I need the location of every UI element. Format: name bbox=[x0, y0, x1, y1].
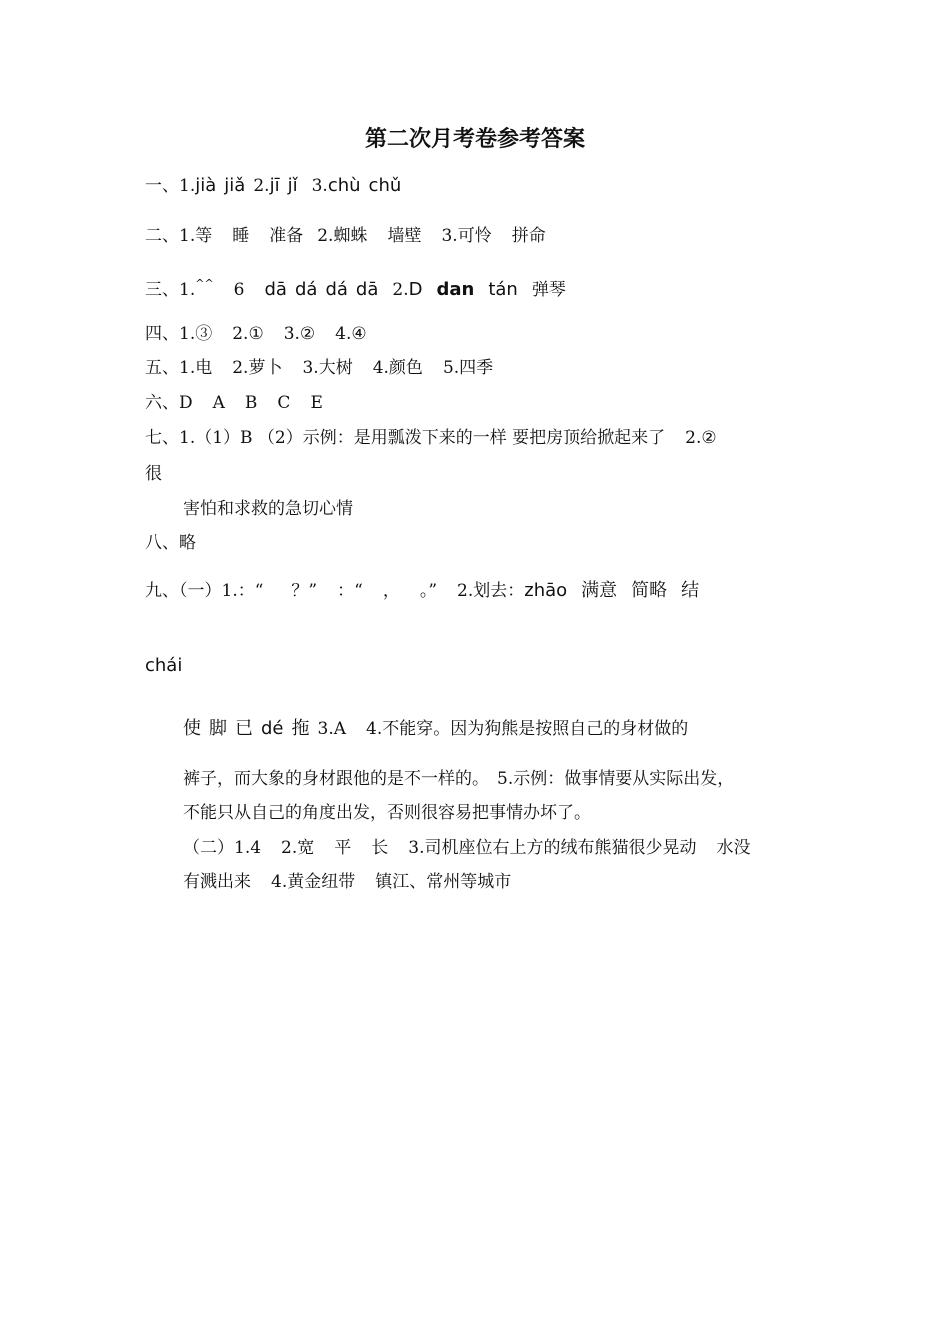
q4-a4: 4.④ bbox=[335, 324, 367, 344]
q7-line1b: 2.② bbox=[685, 428, 717, 448]
q1-n3: 3. bbox=[311, 176, 328, 196]
q9-l6c: 镇江、常州等城市 bbox=[375, 872, 512, 892]
q2-a6: 3.可怜 bbox=[441, 226, 492, 246]
q9-w2: 简略 bbox=[631, 580, 668, 601]
q1-a2: jiǎ bbox=[224, 175, 246, 196]
q2-head: 二、1.等 bbox=[145, 226, 213, 246]
q8-line: 八、略 bbox=[145, 533, 196, 553]
q3-p3: dá bbox=[325, 279, 348, 300]
q3-head: 三、1. bbox=[145, 280, 196, 300]
q1-a5: chù bbox=[327, 175, 361, 196]
q9-n2: 2.划去： bbox=[457, 581, 525, 601]
q1-a1: jià bbox=[195, 175, 217, 196]
q3-tan: tán bbox=[488, 279, 518, 300]
q6-a4: C bbox=[277, 393, 291, 413]
q9-n4: 4.不能穿。因为狗熊是按照自己的身材做的 bbox=[366, 719, 689, 739]
q3-mark: ^^ bbox=[195, 277, 214, 290]
answer-line-6 bbox=[145, 391, 323, 415]
q6-a3: B bbox=[244, 393, 258, 413]
answer-line-3 bbox=[145, 272, 566, 302]
q9-l6a: 有溅出来 bbox=[183, 872, 251, 892]
answer-line-8 bbox=[145, 531, 196, 555]
q9-head: 九、（一）1.：“ bbox=[145, 581, 264, 601]
q9-l5a: （二）1.4 bbox=[183, 838, 262, 858]
q9-p1: ？” bbox=[291, 581, 318, 601]
answer-line-1 bbox=[145, 174, 401, 198]
q9-p2: ：“ bbox=[337, 581, 363, 601]
q9-chai: chái bbox=[145, 655, 183, 676]
q9-r4: 拖 bbox=[291, 718, 310, 739]
answer-line-5 bbox=[145, 356, 493, 380]
q5-a4: 4.颜色 bbox=[372, 358, 423, 378]
q1-n2: 2. bbox=[253, 176, 270, 196]
answer-line-7-cont bbox=[183, 497, 353, 521]
answer-line-4 bbox=[145, 322, 367, 346]
q1-a4: jǐ bbox=[287, 175, 298, 196]
q3-p2: dá bbox=[294, 279, 318, 300]
q7-line3: 害怕和求救的急切心情 bbox=[183, 499, 353, 519]
q9-l5d: 长 bbox=[371, 838, 389, 858]
q1-a6: chǔ bbox=[368, 175, 402, 196]
q3-n2: 2. bbox=[392, 280, 409, 300]
q5-a5: 5.四季 bbox=[442, 358, 494, 378]
q1-head: 一、1. bbox=[145, 176, 196, 196]
answer-line-9-part2-cont bbox=[183, 870, 511, 894]
q4-head: 四、1.③ bbox=[145, 324, 213, 344]
q9-p4: 。” bbox=[419, 581, 438, 601]
q1-a3: jī bbox=[269, 175, 280, 196]
q6-a5: E bbox=[310, 393, 323, 413]
answer-line-9-cont2 bbox=[183, 767, 734, 791]
q9-l5c: 平 bbox=[334, 838, 352, 858]
answer-line-9-part2 bbox=[183, 836, 751, 860]
q4-a3: 3.② bbox=[283, 324, 316, 344]
q9-zhao: zhāo bbox=[524, 580, 568, 601]
q9-l5e: 3.司机座位右上方的绒布熊猫很少晃动 bbox=[408, 838, 697, 858]
q4-a2: 2.① bbox=[232, 324, 264, 344]
q9-r2: 脚 bbox=[209, 718, 227, 739]
q2-a2: 睡 bbox=[232, 226, 250, 246]
q9-de: dé bbox=[261, 718, 284, 739]
q9-l3: 裤子，而大象的身材跟他的是不一样的。 bbox=[183, 769, 489, 789]
q5-a2: 2.萝卜 bbox=[232, 358, 283, 378]
q9-p3: ， bbox=[382, 581, 400, 601]
q9-r1: 使 bbox=[183, 718, 201, 739]
answer-line-9-pinyin bbox=[145, 654, 182, 678]
q3-p4: dā bbox=[355, 279, 379, 300]
q9-l6b: 4.黄金纽带 bbox=[271, 872, 356, 892]
q9-l4: 不能只从自己的角度出发，否则很容易把事情办坏了。 bbox=[183, 803, 591, 823]
answer-line-9-cont3 bbox=[183, 801, 591, 825]
q6-a2: A bbox=[212, 393, 225, 413]
q2-a4: 2.蜘蛛 bbox=[317, 226, 368, 246]
q7-line1: 七、1.（1）B （2）示例：是用瓢泼下来的一样 要把房顶给掀起来了 bbox=[145, 428, 666, 448]
q3-dan: dan bbox=[436, 279, 475, 300]
q3-word: 弹琴 bbox=[531, 280, 566, 300]
answer-line-7-wrap bbox=[145, 462, 162, 486]
q9-w3: 结 bbox=[681, 580, 700, 601]
q2-a7: 拼命 bbox=[511, 226, 546, 246]
answer-line-2 bbox=[145, 224, 546, 248]
q2-a5: 墙壁 bbox=[387, 226, 422, 246]
q3-a1: 6 bbox=[233, 280, 245, 300]
q6-head: 六、D bbox=[145, 393, 193, 413]
answer-line-7 bbox=[145, 426, 717, 450]
q9-r3: 已 bbox=[235, 718, 253, 739]
answer-line-9 bbox=[145, 579, 699, 603]
page-title: 第二次月考卷参考答案 bbox=[364, 127, 585, 152]
q7-line2: 很 bbox=[145, 464, 162, 484]
q9-l5b: 2.宽 bbox=[281, 838, 315, 858]
answer-line-9-cont1 bbox=[183, 717, 688, 741]
q9-n5: 5.示例：做事情要从实际出发， bbox=[497, 769, 735, 789]
q3-d: D bbox=[408, 279, 423, 300]
q3-p1: dā bbox=[264, 279, 287, 300]
q5-a3: 3.大树 bbox=[302, 358, 353, 378]
q2-a3: 准备 bbox=[269, 226, 304, 246]
q9-l5f: 水没 bbox=[716, 838, 751, 858]
q9-w1: 满意 bbox=[581, 580, 618, 601]
q5-head: 五、1.电 bbox=[145, 358, 213, 378]
q9-n3: 3.A bbox=[317, 719, 346, 739]
